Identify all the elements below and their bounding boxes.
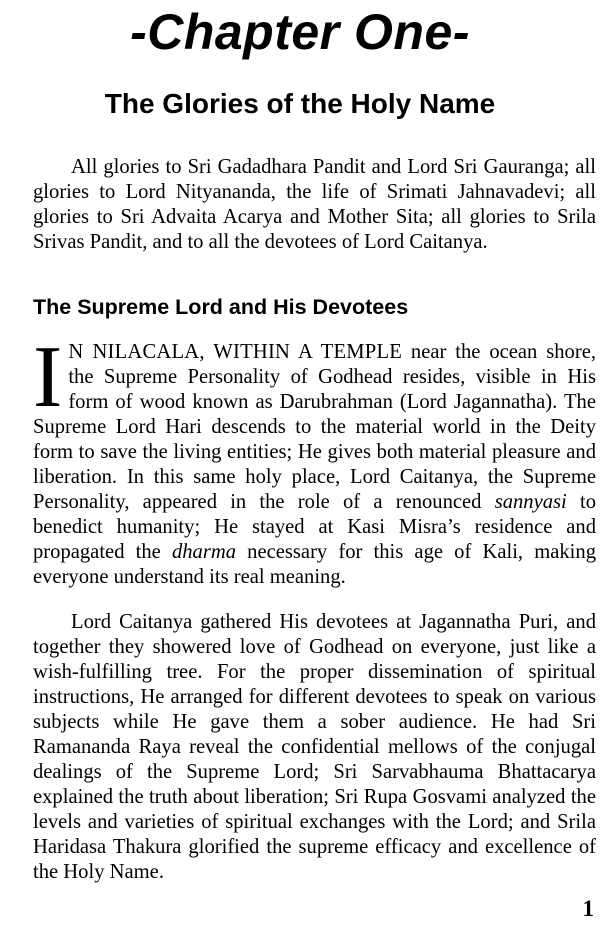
- drop-cap: I: [33, 329, 63, 426]
- italic-term-dharma: dharma: [171, 541, 237, 563]
- italic-term-sannyasi: sannyasi: [494, 491, 567, 513]
- paragraph-text: necessary for this age of Kali, making everyone understand its real meaning.: [33, 541, 596, 588]
- paragraph-text: to benedict humanity; He stayed at Kasi Misra’s residence and propagated the: [33, 491, 596, 563]
- paragraph-text: near the ocean shore, the Supreme Personality of Godhead resides, visible in His form of wood known as Darubrahman (Lord Jagannatha). The Supreme Lord Hari descends to the material world in the Deity form to save the living entities; He gives both material pleasure and liberation. In this same holy place, Lord Caitanya, the Supreme Personality, appeared in the role of a renounced: [33, 341, 596, 513]
- chapter-title: The Glories of the Holy Name: [104, 88, 496, 119]
- page-number: 1: [582, 896, 594, 921]
- section-heading: The Supreme Lord and His Devotees: [33, 295, 409, 319]
- lead-in-text: N NILACALA, WITHIN A TEMPLE: [68, 341, 403, 363]
- body-paragraph-2: Lord Caitanya gathered His devotees at Jagannatha Puri, and together they showered love of Godhead on everyone, just like a wish-fulfilling tree. For the proper dissemination of spiritual instructions, He arranged for different devotees to speak on various subjects while He gave them a sober audience. He had Sri Ramananda Raya reveal the confidential mellows of the conjugal dealings of the Supreme Lord; Sri Sarvabhauma Bhattacarya explained the truth about liberation; Sri Rupa Gosvami analyzed the levels and varieties of spiritual exchanges with the Lord; and Srila Haridasa Thakura glorified the supreme efficacy and excellence of the Holy Name.: [33, 611, 596, 883]
- body-paragraph-1: [33, 329, 596, 590]
- intro-paragraph: All glories to Sri Gadadhara Pandit and Lord Sri Gauranga; all glories to Lord Nityananda, the life of Srimati Jahnavadevi; all glories to Sri Advaita Acarya and Mother Sita; all glories to Srila Srivas Pandit, and to all the devotees of Lord Caitanya.: [33, 156, 596, 253]
- chapter-heading: -Chapter One-: [130, 4, 470, 60]
